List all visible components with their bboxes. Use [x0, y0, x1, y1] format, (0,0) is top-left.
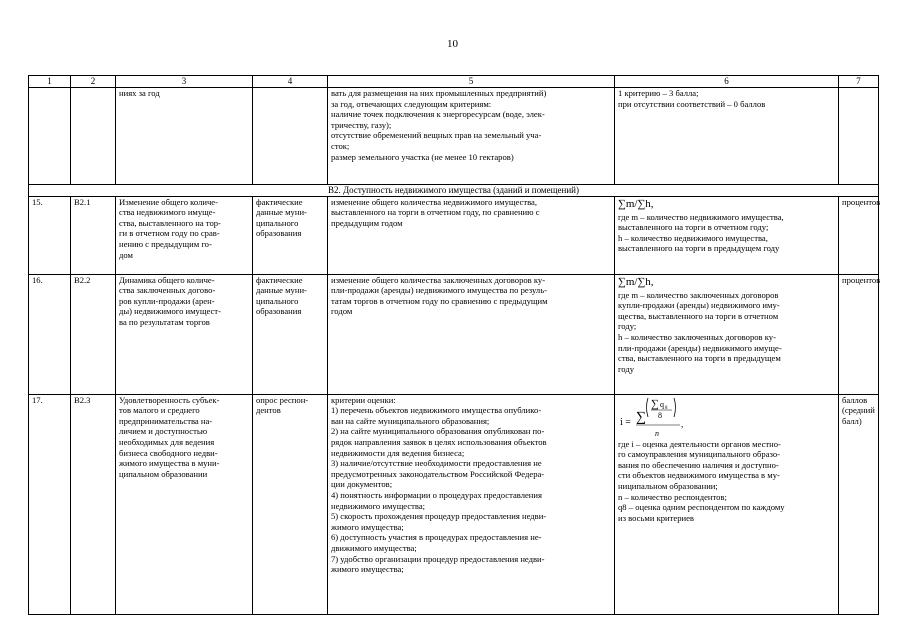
unit: процентов [839, 274, 879, 394]
svg-text:∑: ∑ [636, 409, 646, 425]
row-number: 15. [29, 196, 71, 274]
indicators-table [28, 75, 879, 615]
continuation-method: вать для размещения на них промышленных предприятий) за год, отвечающих следующим критериям: наличие точек подключения к энергоресурсам (воде, элек- тричеству, газу); отсутствие обременений вещных прав на земельный уча- сток; размер земельного участка (не менее 10 гектаров) [328, 88, 615, 185]
column-header: 5 [328, 76, 615, 88]
continuation-row [29, 88, 879, 185]
calculation-method: изменение общего количества заключенных договоров ку- пли-продажи (аренды) недвижимого имущества по резуль- татам торгов в отчетном году по сравнению с предыдущим годом [328, 274, 615, 394]
formula-description: где m – количество недвижимого имущества, выставленного на торги в отчетном году; h – количество недвижимого имущества, выставленного на торги в предыдущем году [618, 211, 784, 254]
formula: ∑m/∑h, [618, 197, 654, 210]
svg-text:n: n [655, 428, 659, 438]
row-number: 17. [29, 394, 71, 614]
svg-text:,: , [681, 418, 684, 429]
data-source: фактические данные муни- ципального образования [253, 274, 328, 394]
formula-description: где m – количество заключенных договоров купли-продажи (аренды) недвижимого иму- щества, выставленного на торги в отчетном году; h – количество заключенных договоров ку- пли-продажи (аренды) недвижимого имуще- ства, выставленного на торги в предыдущем году [618, 289, 782, 374]
section-row [29, 185, 879, 197]
column-header: 1 [29, 76, 71, 88]
unit: процентов [839, 196, 879, 274]
svg-text:q: q [660, 399, 664, 409]
table-row [29, 394, 879, 614]
data-source: опрос респон- дентов [253, 394, 328, 614]
svg-text:i =: i = [620, 416, 631, 428]
column-header-row [29, 76, 879, 88]
table-row [29, 196, 879, 274]
indicator-name: Динамика общего количе- ства заключенных догово- ров купли-продажи (арен- ды) недвижимого имущест- ва по результатам торгов [116, 274, 253, 394]
formula-cell [615, 394, 839, 614]
row-number: 16. [29, 274, 71, 394]
indicator-name: Изменение общего количе- ства недвижимого имуще- ства, выставленного на тор- ги в отчетном году по срав- нению с предыдущим го- дом [116, 196, 253, 274]
column-header: 4 [253, 76, 328, 88]
calculation-method: критерии оценки: 1) перечень объектов недвижимого имущества опублико- ван на сайте муниципального образования; 2) на сайте муниципального образования опубликован по- рядок направления заявок в целях использования объектов недвижимости для ведения бизнеса; 3) наличие/отсутствие необходимости предоставления не предусмотренных законодательством Российской Федера- ции документов; 4) понятность информации о процедурах предоставления недвижимого имущества; 5) скорость прохождения процедур предоставления недви- жимого имущества; 6) доступность участия в процедурах предоставления не- движимого имущества; 7) удобство организации процедур предоставления недви- жимого имущества; [328, 394, 615, 614]
page-number: 10 [447, 38, 458, 50]
formula-description: где i – оценка деятельности органов местно- го самоуправления муниципального образо- вания по обеспечению наличия и доступно- сти объектов недвижимого имущества в му- ниципальном образовании; n – количество респондентов; q8 – оценка одним респондентом по каждому из восьми критериев [618, 438, 785, 523]
continuation-indicator: ниях за год [116, 88, 253, 185]
table-row [29, 274, 879, 394]
calculation-method: изменение общего количества недвижимого имущества, выставленного на торги в отчетном году, по сравнению с предыдущим годом [328, 196, 615, 274]
column-header: 7 [839, 76, 879, 88]
indicator-name: Удовлетворенность субъек- тов малого и среднего предпринимательства на- личием и доступностью необходимых для ведения бизнеса свободного недви- жимого имущества в муни- ципальном образовании [116, 394, 253, 614]
row-code: B2.2 [71, 274, 116, 394]
formula: ∑m/∑h, [618, 275, 654, 288]
formula-cell [615, 274, 839, 394]
column-header: 2 [71, 76, 116, 88]
column-header: 3 [116, 76, 253, 88]
column-header: 6 [615, 76, 839, 88]
svg-text:8: 8 [665, 405, 668, 411]
row-code: B2.1 [71, 196, 116, 274]
row-code: B2.3 [71, 394, 116, 614]
formula-cell [615, 196, 839, 274]
data-source: фактические данные муни- ципального образования [253, 196, 328, 274]
unit: баллов (средний балл) [839, 394, 879, 614]
continuation-formula: 1 критерию – 3 балла; при отсутствии соответствий – 0 баллов [615, 88, 839, 185]
svg-text:∑: ∑ [651, 397, 659, 410]
satisfaction-formula [618, 395, 748, 439]
svg-text:8: 8 [658, 410, 662, 420]
section-title: B2. Доступность недвижимого имущества (зданий и помещений) [29, 185, 879, 197]
